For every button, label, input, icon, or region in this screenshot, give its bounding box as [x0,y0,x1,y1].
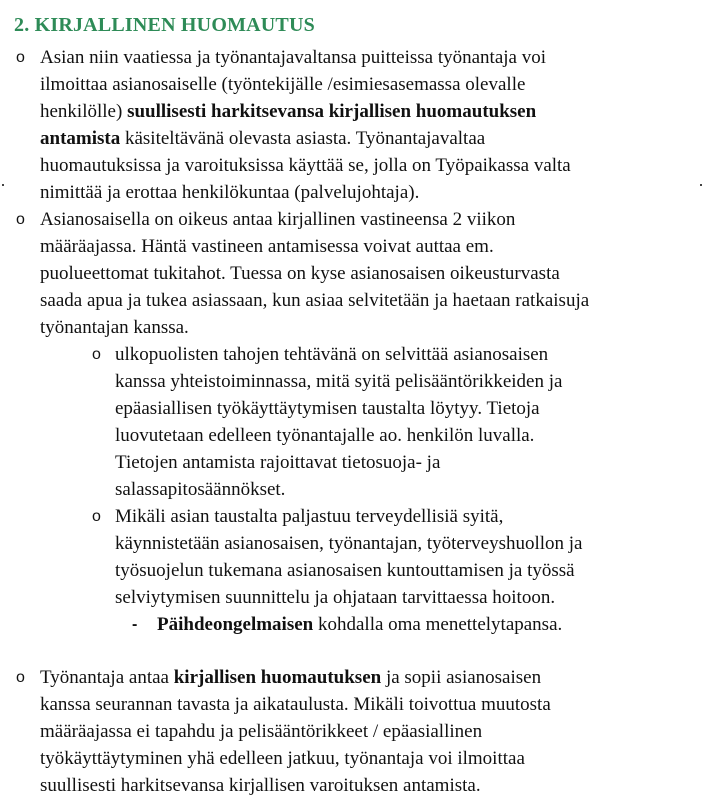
text-line [115,341,562,368]
text-run: salassapitosäännökset. [115,479,286,500]
text-line [115,395,562,422]
text-run: henkilölle) [40,101,128,122]
text-run: luovutetaan edelleen työnantajalle ao. henkilön luvalla. [115,425,535,446]
bullet-item-1 [16,44,571,206]
text-line [40,664,551,691]
text-run: suullisesti harkitsevansa kirjallisen varoituksen antamista. [40,775,481,796]
text-line [40,125,571,152]
text-line [157,611,562,638]
text-line [40,179,571,206]
text-line [40,98,571,125]
text-run: Asian niin vaatiessa ja työnantajavaltansa puitteissa työnantaja voi [40,47,546,68]
text-run: ilmoittaa asianosaiselle (työntekijälle /esimiesasemassa olevalle [40,74,526,95]
bold-text-run: antamista [40,128,121,149]
text-run: Mikäli asian taustalta paljastuu terveydellisiä syitä, [115,506,504,527]
bullet-item-2 [16,206,589,341]
sub-bullet-item-1 [92,341,562,503]
text-line [40,772,551,799]
bullet-item-3 [16,664,551,799]
text-run: kohdalla oma menettelytapansa. [313,614,563,635]
bold-text-run: Päihdeongelmaisen [157,614,314,635]
text-run: ulkopuolisten tahojen tehtävänä on selvittää asianosaisen [115,344,549,365]
sub-bullet-item-2 [92,503,583,611]
bullet-item-text [40,206,589,341]
circle-bullet-icon: o [92,508,101,525]
dash-item-text [157,611,562,638]
text-run: ja sopii asianosaisen [381,667,542,688]
text-line [115,449,562,476]
text-line [40,206,589,233]
text-line [115,557,583,584]
text-line [115,422,562,449]
text-run: huomautuksissa ja varoituksissa käyttää se, jolla on Työpaikassa valta [40,155,571,176]
bold-text-run: suullisesti harkitsevansa kirjallisen huomautuksen [127,101,537,122]
circle-bullet-icon: o [16,669,25,686]
circle-bullet-icon: o [16,211,25,228]
text-run: saada apua ja tukea asiassaan, kun asiaa selvitetään ja haetaan ratkaisuja [40,290,590,311]
circle-bullet-icon: o [16,49,25,66]
text-line [115,503,583,530]
sub-bullet-item-text [115,341,562,503]
margin-mark-left [2,184,4,186]
text-run: Työnantaja antaa [40,667,174,688]
text-run: määräajassa. Häntä vastineen antamisessa voivat auttaa em. [40,236,494,257]
text-line [40,152,571,179]
text-line [40,260,589,287]
text-run: työkäyttäytyminen yhä edelleen jatkuu, työnantaja voi ilmoittaa [40,748,525,769]
margin-mark-right [700,184,702,186]
text-line [115,530,583,557]
text-line [115,476,562,503]
text-run: nimittää ja erottaa henkilökuntaa (palvelujohtaja). [40,182,420,203]
text-line [40,718,551,745]
text-run: työsuojelun tukemana asianosaisen kuntouttamisen ja työssä [115,560,575,581]
text-line [40,233,589,260]
text-run: työnantajan kanssa. [40,317,189,338]
text-run: käsiteltävänä olevasta asiasta. Työnantajavaltaa [120,128,486,149]
text-line [40,71,571,98]
text-line [40,287,589,314]
text-run: määräajassa ei tapahdu ja pelisääntörikkeet / epäasiallinen [40,721,483,742]
bullet-item-text [40,664,551,799]
text-run: käynnistetään asianosaisen, työnantajan, työterveyshuollon ja [115,533,583,554]
dash-bullet-icon: - [132,616,138,633]
section-heading: 2. KIRJALLINEN HUOMAUTUS [14,14,315,36]
dash-item [132,611,562,638]
text-run: epäasiallisen työkäyttäytymisen taustalta löytyy. Tietoja [115,398,540,419]
text-line [40,691,551,718]
text-line [115,368,562,395]
text-run: Tietojen antamista rajoittavat tietosuoja- ja [115,452,441,473]
bullet-item-text [40,44,571,206]
text-run: selviytymisen suunnittelu ja ohjataan tarvittaessa hoitoon. [115,587,556,608]
bold-text-run: kirjallisen huomautuksen [173,667,382,688]
text-run: kanssa yhteistoiminnassa, mitä syitä pelisääntörikkeiden ja [115,371,563,392]
text-line [40,44,571,71]
text-line [40,314,589,341]
text-run: kanssa seurannan tavasta ja aikataulusta. Mikäli toivottua muutosta [40,694,551,715]
text-line [40,745,551,772]
text-line [115,584,583,611]
circle-bullet-icon: o [92,346,101,363]
text-run: Asianosaisella on oikeus antaa kirjallinen vastineensa 2 viikon [40,209,516,230]
sub-bullet-item-text [115,503,583,611]
text-run: puolueettomat tukitahot. Tuessa on kyse asianosaisen oikeusturvasta [40,263,560,284]
